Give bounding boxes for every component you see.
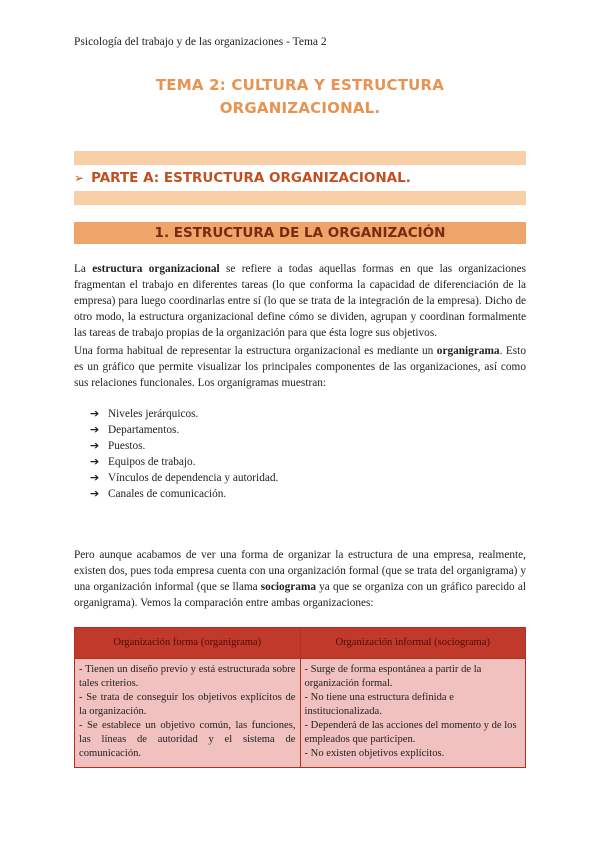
- part-heading: [74, 165, 526, 191]
- part-heading-band: [74, 151, 526, 205]
- arrow-right-icon: ➢: [74, 171, 85, 185]
- title-line-2: ORGANIZACIONAL.: [219, 99, 381, 117]
- cell-informal: [300, 659, 526, 768]
- list-item: [90, 486, 278, 502]
- cell-line: - Se trata de conseguir los objetivos explícitos de la organización.: [79, 692, 296, 717]
- p1-bold-term: estructura organizacional: [92, 263, 220, 275]
- table-header-row: [75, 628, 526, 659]
- list-item: [90, 406, 278, 422]
- list-item: [90, 438, 278, 454]
- paragraph-sociograma: [74, 547, 526, 611]
- cell-line: - Dependerá de las acciones del momento y de los empleados que participen.: [304, 720, 517, 745]
- p2-text-pre: Una forma habitual de representar la estructura organizacional es mediante un: [74, 345, 437, 357]
- list-item: [90, 422, 278, 438]
- comparison-table: [74, 627, 526, 768]
- bullet-arrow-icon: ➔: [90, 439, 100, 452]
- cell-line: - Surge de forma espontánea a partir de la organización formal.: [304, 664, 482, 689]
- p3-text-pre: Pero aunque acabamos de ver una forma de organizar la estructura de una empresa, realmente, existen dos, pues toda empresa cuenta con una organización formal (que se trata del organigrama) y una organización informal (que se llama: [74, 549, 526, 593]
- cell-line: - Tienen un diseño previo y está estructurada sobre tales criterios.: [79, 664, 296, 689]
- list-item: [90, 454, 278, 470]
- section-heading-label: 1. ESTRUCTURA DE LA ORGANIZACIÓN: [154, 225, 446, 241]
- cell-line: - No existen objetivos explícitos.: [304, 748, 445, 759]
- title-line-1: TEMA 2: CULTURA Y ESTRUCTURA: [155, 76, 445, 94]
- list-item-text: Equipos de trabajo.: [108, 456, 196, 468]
- p3-bold-term: sociograma: [260, 581, 316, 593]
- table-row: [75, 659, 526, 768]
- header-informal: Organización informal (sociograma): [300, 628, 526, 659]
- p2-text-post: . Esto es un gráfico que permite visualizar los principales componentes de las organizaciones, así como sus relaciones funcionales. Los organigramas muestran:: [74, 345, 526, 389]
- page-header: Psicología del trabajo y de las organizaciones - Tema 2: [74, 36, 327, 48]
- list-item-text: Niveles jerárquicos.: [108, 408, 199, 420]
- bullet-list: [90, 406, 278, 502]
- bullet-arrow-icon: ➔: [90, 423, 100, 436]
- p3-text-post: ya que se organiza con un gráfico parecido al organigrama). Vemos la comparación entre ambas organizaciones:: [74, 581, 526, 609]
- paragraph-organigrama: [74, 343, 526, 391]
- bullet-arrow-icon: ➔: [90, 471, 100, 484]
- part-heading-label: PARTE A: ESTRUCTURA ORGANIZACIONAL.: [91, 170, 411, 186]
- list-item-text: Vínculos de dependencia y autoridad.: [108, 472, 279, 484]
- p1-text-post: se refiere a todas aquellas formas en que las organizaciones fragmentan el trabajo en diferentes tareas (lo que conforma la capacidad de diferenciación de la empresa) para luego coordinarlas entre sí (lo que se trata de la integración de la empresa). Dicho de otro modo, la estructura organizacional define cómo se dividen, agrupan y coordinan formalmente las tareas de trabajo propias de la organización para que ésta logre sus objetivos.: [74, 263, 526, 339]
- cell-formal: [75, 659, 301, 768]
- bullet-arrow-icon: ➔: [90, 487, 100, 500]
- list-item-text: Departamentos.: [108, 424, 180, 436]
- p2-bold-term: organigrama: [436, 345, 500, 357]
- cell-line: - No tiene una estructura definida e institucionalizada.: [304, 692, 454, 717]
- cell-line: - Se establece un objetivo común, las funciones, las líneas de autoridad y el sistema de comunicación.: [79, 720, 296, 759]
- section-heading: [74, 222, 526, 244]
- list-item-text: Puestos.: [108, 440, 146, 452]
- list-item-text: Canales de comunicación.: [108, 488, 227, 500]
- bullet-arrow-icon: ➔: [90, 455, 100, 468]
- document-title: [74, 74, 526, 120]
- paragraph-estructura: [74, 261, 526, 341]
- bullet-arrow-icon: ➔: [90, 407, 100, 420]
- p1-text-pre: La: [74, 263, 93, 275]
- list-item: [90, 470, 278, 486]
- header-formal: Organización forma (organigrama): [75, 628, 301, 659]
